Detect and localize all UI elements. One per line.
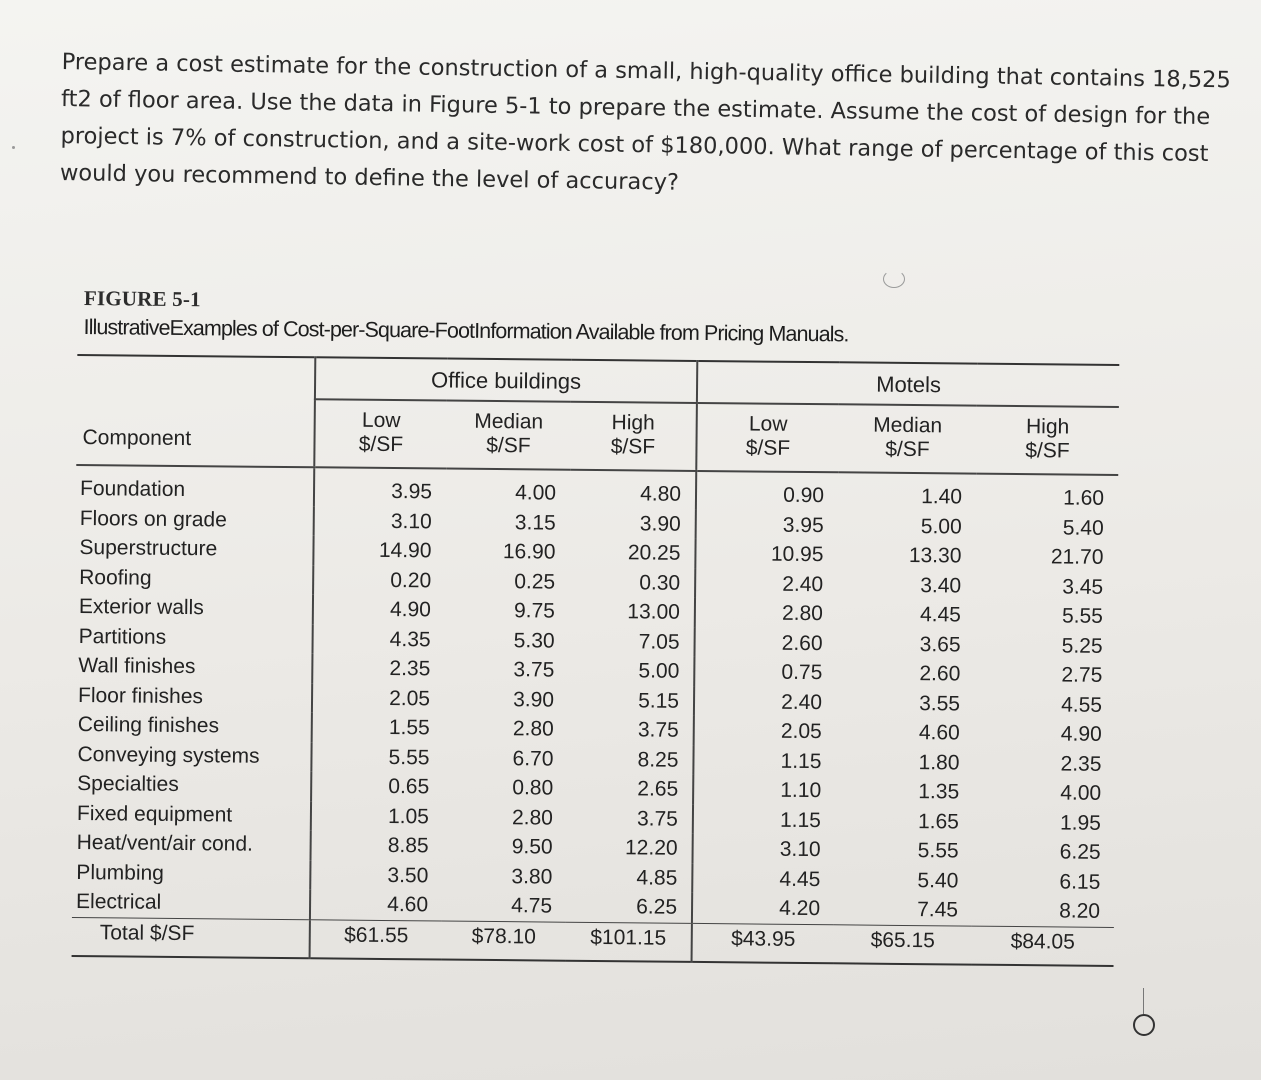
value-cell-office-low: 8.85 — [311, 830, 443, 861]
value-cell-motels-median: 3.55 — [919, 691, 961, 715]
value-cell-office-median: 3.80 — [511, 864, 553, 889]
value-cell-motels-low: $43.95 — [692, 923, 834, 963]
value-cell-office-low: $61.55 — [310, 919, 442, 959]
figure-5-1 — [72, 286, 1120, 967]
ink-speck — [12, 146, 15, 149]
col-header-motels-high — [976, 406, 1119, 475]
col-header-unit: $/SF — [745, 436, 791, 460]
value-cell-motels-median: 2.60 — [919, 662, 961, 686]
value-cell-office-high: 3.75 — [637, 718, 679, 742]
value-cell-motels-low: 10.95 — [695, 539, 837, 570]
value-cell-office-median: 16.90 — [502, 540, 556, 564]
component-cell: Conveying systems — [77, 742, 260, 768]
component-cell: Total $/SF — [72, 917, 310, 958]
value-cell-motels-low: 2.60 — [694, 627, 836, 658]
value-cell-office-low: 1.55 — [312, 712, 444, 743]
value-cell-motels-low: 4.45 — [692, 863, 834, 894]
value-cell-office-median: 2.80 — [511, 805, 554, 830]
group-motels: Motels — [697, 361, 1119, 407]
value-cell-motels-median: 5.40 — [917, 868, 959, 892]
value-cell-office-high: 13.00 — [627, 600, 681, 624]
value-cell-motels-high: 2.75 — [1061, 663, 1103, 687]
component-cell: Partitions — [78, 624, 167, 649]
value-cell-office-low: 1.05 — [311, 801, 443, 832]
loading-cursor-icon — [883, 270, 905, 288]
group-header-row — [77, 355, 1119, 407]
value-cell-motels-low: 3.95 — [696, 509, 838, 540]
value-cell-motels-low: 1.15 — [693, 804, 835, 835]
table-body — [72, 465, 1119, 966]
col-header-office-high — [570, 402, 697, 471]
value-cell-motels-low: 2.80 — [695, 598, 837, 629]
figure-caption: IllustrativeExamples of Cost-per-Square-FootInformation Available from Pricing Manuals. — [83, 315, 849, 347]
component-cell: Plumbing — [76, 860, 165, 885]
value-cell-office-high: 5.15 — [638, 688, 680, 713]
value-cell-office-high: 5.00 — [638, 659, 680, 683]
component-cell: Roofing — [79, 565, 152, 590]
component-cell: Superstructure — [79, 536, 218, 561]
value-cell-office-low: 3.95 — [314, 467, 446, 507]
value-cell-motels-high: 1.60 — [1063, 486, 1105, 510]
col-header-office-median — [446, 401, 571, 470]
col-header-motels-low — [696, 403, 839, 472]
col-header-level: Low — [748, 412, 788, 436]
value-cell-motels-high: 5.40 — [1062, 515, 1104, 540]
value-cell-office-high: 3.90 — [639, 511, 681, 536]
drag-handle-icon[interactable] — [1133, 1014, 1155, 1036]
col-header-unit: $/SF — [486, 433, 531, 458]
component-header: Component — [76, 355, 315, 467]
component-cell: Floor finishes — [77, 683, 204, 708]
value-cell-motels-high: 8.20 — [1059, 899, 1101, 923]
value-cell-motels-median: 7.45 — [917, 898, 959, 922]
component-cell: Specialties — [77, 772, 179, 796]
value-cell-office-high: 8.25 — [637, 747, 679, 772]
value-cell-motels-median: 5.00 — [920, 514, 962, 538]
col-header-unit: $/SF — [1025, 439, 1070, 463]
problem-statement: Prepare a cost estimate for the construction of a small, high-quality office building that contains 18,525 ft2 of floor area. Use the data in Figure 5-1 to prepare the estimate. Assume the cost of design for the project is 7% of construction, and a site-work cost of $180,000. What range of percentage of this cost would you recommend to define the level of accuracy? — [59, 48, 1231, 196]
value-cell-motels-high: 1.95 — [1059, 810, 1102, 835]
value-cell-office-median: 0.25 — [514, 569, 556, 594]
col-header-office-low — [314, 399, 447, 468]
value-cell-motels-high: 5.55 — [1061, 604, 1103, 628]
value-cell-motels-high: $84.05 — [972, 926, 1114, 966]
value-cell-office-high: 0.30 — [639, 570, 681, 595]
value-cell-office-low: 4.90 — [313, 594, 445, 625]
value-cell-motels-high: 3.45 — [1062, 574, 1104, 599]
value-cell-office-low: 4.60 — [310, 889, 442, 920]
component-cell: Wall finishes — [78, 654, 196, 679]
col-header-level: High — [1025, 415, 1070, 439]
value-cell-office-median: 5.30 — [513, 628, 555, 653]
value-cell-motels-low: 1.15 — [693, 745, 835, 776]
component-cell: Heat/vent/air cond. — [76, 831, 254, 856]
component-cell: Ceiling finishes — [77, 713, 220, 738]
value-cell-motels-low: 2.40 — [695, 568, 837, 599]
component-cell: Electrical — [75, 890, 162, 914]
value-cell-office-high: 12.20 — [624, 836, 678, 860]
value-cell-office-high: 20.25 — [627, 541, 681, 565]
value-cell-office-high: 7.05 — [638, 629, 680, 654]
value-cell-office-high: 3.75 — [636, 806, 679, 831]
value-cell-motels-high: 4.00 — [1060, 781, 1102, 805]
col-header-level: High — [611, 411, 655, 435]
value-cell-motels-low: 0.90 — [696, 471, 838, 511]
value-cell-motels-median: $65.15 — [834, 924, 972, 964]
col-header-motels-median — [838, 404, 977, 473]
value-cell-office-median: 3.15 — [514, 510, 556, 535]
value-cell-motels-high: 5.25 — [1061, 633, 1103, 658]
value-cell-motels-median: 1.40 — [921, 485, 963, 509]
value-cell-motels-high: 21.70 — [1050, 545, 1104, 569]
value-cell-office-low: 0.65 — [311, 771, 443, 802]
value-cell-office-median: 9.50 — [511, 835, 553, 859]
col-header-level: Low — [361, 408, 401, 433]
pull-cord — [1143, 988, 1144, 1014]
value-cell-motels-median: 1.80 — [918, 750, 960, 774]
value-cell-motels-median: 1.65 — [917, 809, 960, 833]
value-cell-office-median: 6.70 — [512, 746, 554, 771]
value-cell-office-median: 4.00 — [515, 481, 557, 505]
value-cell-motels-high: 2.35 — [1060, 751, 1102, 776]
value-cell-office-median: 4.75 — [511, 894, 553, 918]
value-cell-office-low: 4.35 — [312, 624, 444, 655]
col-header-unit: $/SF — [610, 435, 656, 459]
value-cell-motels-median: 1.35 — [918, 780, 960, 804]
component-cell: Fixed equipment — [76, 801, 233, 827]
value-cell-motels-median: 4.60 — [918, 721, 960, 745]
component-cell: Exterior walls — [78, 595, 204, 620]
value-cell-motels-high: 4.55 — [1061, 692, 1103, 717]
value-cell-office-median: 3.75 — [513, 658, 555, 682]
component-cell: Floors on grade — [79, 506, 227, 531]
value-cell-office-low: 3.50 — [310, 860, 442, 891]
value-cell-motels-low: 2.05 — [694, 716, 836, 747]
value-cell-office-low: 2.35 — [312, 653, 444, 684]
value-cell-motels-low: 0.75 — [694, 657, 836, 688]
value-cell-office-low: 5.55 — [311, 742, 443, 773]
value-cell-office-low: 3.10 — [314, 506, 446, 537]
value-cell-motels-median: 3.65 — [919, 632, 961, 656]
value-cell-office-high: 4.85 — [636, 865, 678, 890]
value-cell-office-high: $101.15 — [566, 922, 692, 962]
value-cell-office-high: 4.80 — [640, 482, 682, 506]
value-cell-office-high: 2.65 — [637, 777, 679, 801]
value-cell-motels-high: 6.15 — [1059, 869, 1101, 894]
value-cell-motels-median: 5.55 — [917, 839, 959, 863]
value-cell-motels-high: 4.90 — [1060, 722, 1102, 746]
col-header-unit: $/SF — [885, 437, 930, 462]
value-cell-office-low: 0.20 — [313, 565, 445, 596]
value-cell-office-median: 9.75 — [513, 599, 556, 623]
value-cell-office-high: 6.25 — [636, 895, 678, 919]
value-cell-office-median: 0.80 — [512, 776, 554, 800]
value-cell-motels-median: 13.30 — [908, 543, 962, 568]
value-cell-office-median: 2.80 — [512, 717, 554, 741]
value-cell-motels-low: 3.10 — [692, 834, 834, 865]
value-cell-office-low: 14.90 — [313, 535, 445, 566]
value-cell-motels-median: 3.40 — [920, 573, 962, 597]
col-header-level: Median — [474, 409, 544, 434]
value-cell-motels-high: 6.25 — [1059, 840, 1101, 864]
col-header-unit: $/SF — [358, 432, 404, 457]
value-cell-office-median: 3.90 — [513, 687, 555, 712]
group-office-buildings: Office buildings — [315, 357, 697, 403]
value-cell-office-low: 2.05 — [312, 683, 444, 714]
value-cell-motels-median: 4.45 — [919, 603, 961, 627]
figure-label: FIGURE 5-1 — [83, 286, 201, 312]
value-cell-motels-low: 1.10 — [693, 775, 835, 806]
value-cell-office-median: $78.10 — [442, 921, 566, 961]
component-cell: Foundation — [79, 477, 186, 502]
col-header-level: Median — [873, 413, 943, 438]
value-cell-motels-low: 4.20 — [692, 893, 834, 924]
value-cell-motels-low: 2.40 — [694, 686, 836, 717]
cost-per-square-foot-table — [72, 354, 1120, 967]
